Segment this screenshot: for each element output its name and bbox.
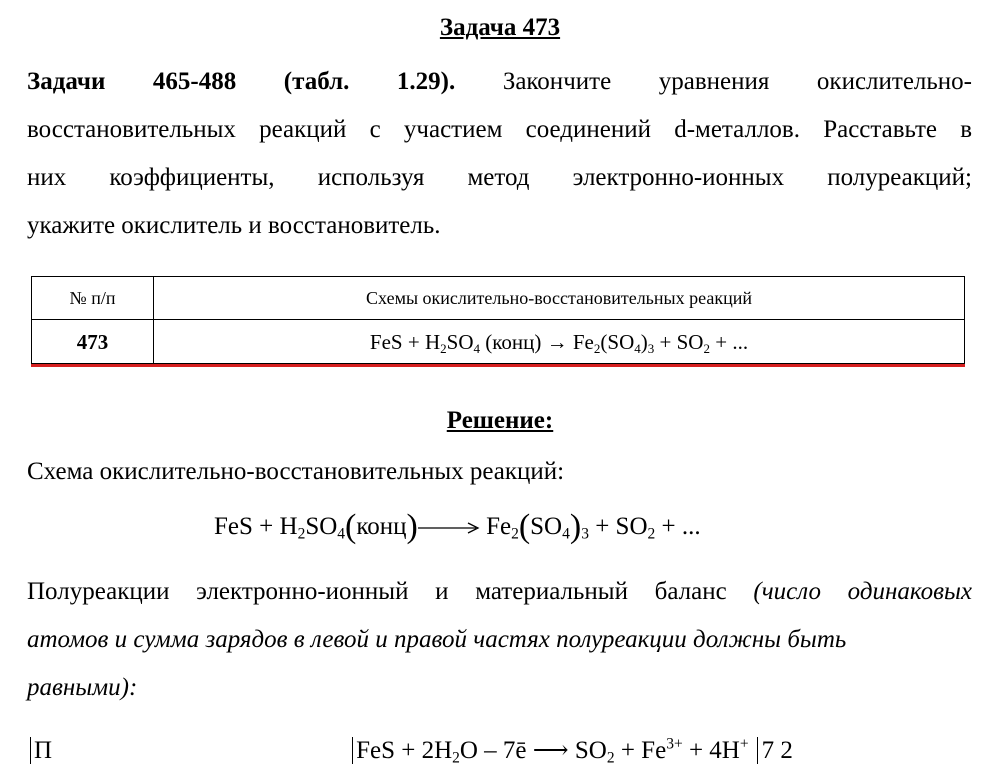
reaction-equation: FeS + $H_2SO_4(конц) Fe_2(SO_4)_3 + SO_2$ + ...	[214, 508, 701, 545]
table-header-scheme: Схемы окислительно-восстановительных реакций	[366, 287, 752, 308]
table-cell-scheme: FeS + $H_2SO_4$ (конц) → $Fe_2(SO_4)_3 + SO_2$ + ...	[369, 329, 749, 356]
table-row	[32, 320, 964, 364]
reaction-table	[31, 276, 965, 364]
task-line-1-rest: Закончите уравнения окислительно-	[502, 68, 972, 95]
table-cell-number: 473	[32, 320, 154, 364]
half-reaction-line-cut: П FeS + $2H_2O$ – 7ē ⟶ $SO_2 + Fe^{3+} + 4H^+$ 7 2	[30, 735, 793, 765]
task-line-4: укажите окислитель и восстановитель.	[27, 212, 441, 239]
task-range-bold: Задачи 465-488 (табл. 1.29).	[27, 68, 456, 95]
balance-line-1: Полуреакции электронно-ионный и материальный баланс (число одинаковых	[27, 578, 973, 605]
table-header-row	[32, 277, 964, 320]
task-description	[27, 58, 972, 250]
balance-paragraph	[27, 568, 972, 712]
task-line-1	[27, 58, 972, 106]
reaction-arrow-icon	[418, 521, 480, 535]
table-bottom-red-rule	[31, 364, 965, 367]
table-header-number: № п/п	[32, 277, 154, 319]
task-line-3: них коэффициенты, используя метод электронно-ионных полуреакций;	[27, 164, 972, 191]
scheme-label: Схема окислительно-восстановительных реакций:	[27, 458, 565, 485]
page-title: Задача 473	[439, 14, 561, 41]
solution-heading: Решение:	[446, 407, 554, 434]
task-line-2: восстановительных реакций с участием соединений d-металлов. Расставьте в	[27, 116, 972, 143]
balance-line-3: равными):	[27, 674, 138, 701]
balance-line-2: атомов и сумма зарядов в левой и правой частях полуреакции должны быть	[27, 626, 847, 653]
